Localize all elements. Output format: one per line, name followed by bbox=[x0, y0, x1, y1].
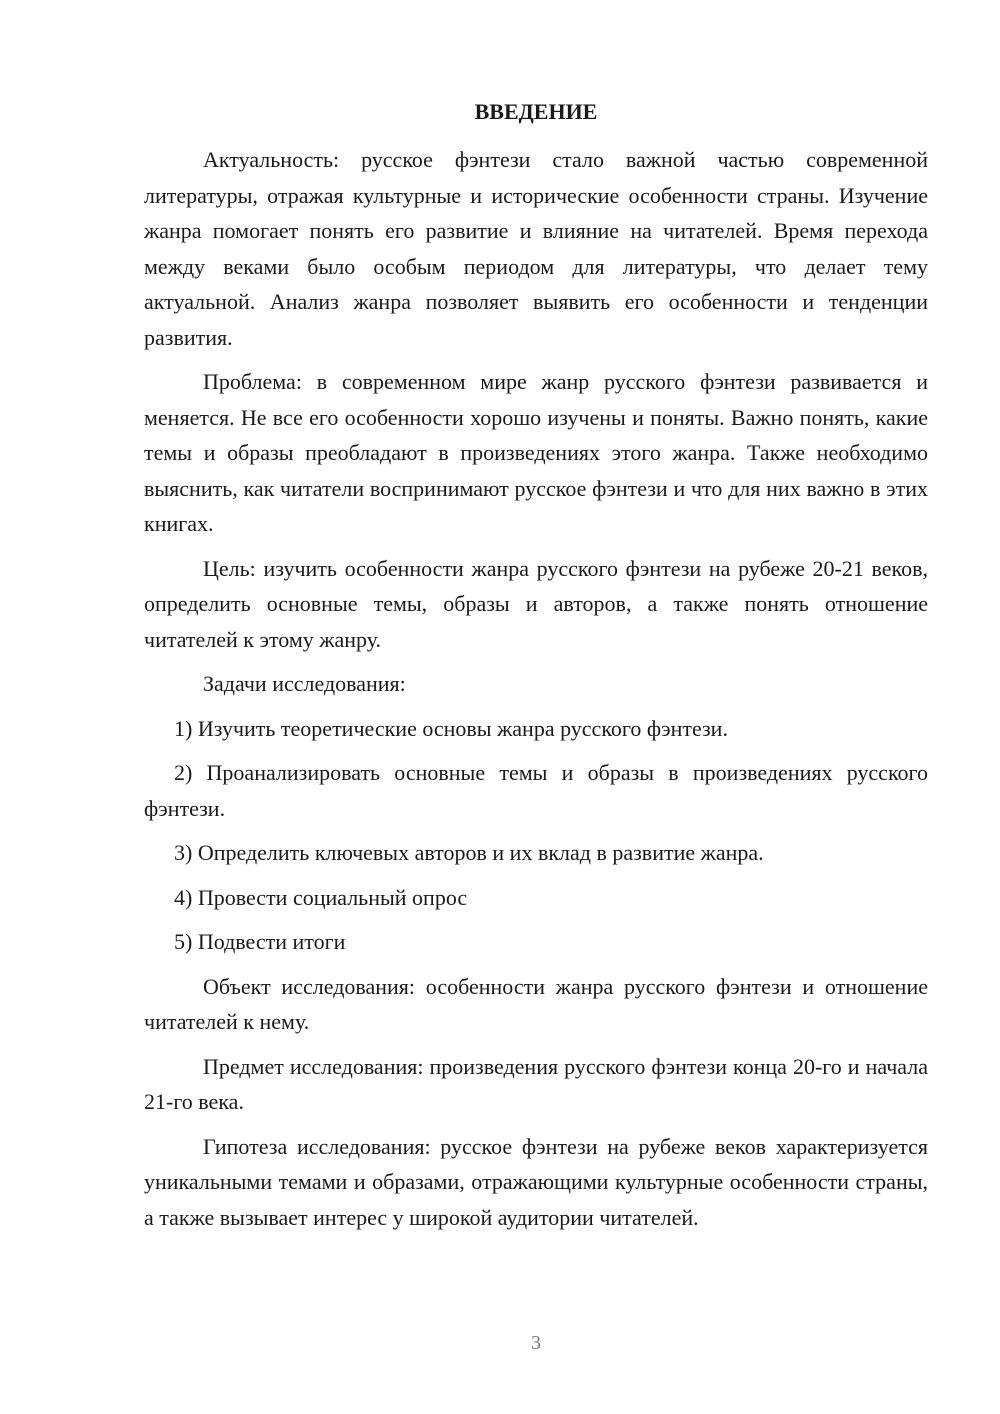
paragraph-object: Объект исследования: особенности жанра русского фэнтези и отношение читателей к нему. bbox=[144, 973, 928, 1034]
list-item-task-5: 5) Подвести итоги bbox=[174, 929, 346, 954]
list-item-task-1: 1) Изучить теоретические основы жанра русского фэнтези. bbox=[174, 715, 728, 741]
list-item-task-4: 4) Провести социальный опрос bbox=[174, 884, 468, 910]
paragraph-goal: Цель: изучить особенности жанра русского фэнтези на рубеже 20-21 веков, определить основные темы, образы и авторов, а также понять отношение читателей к этому жанру. bbox=[144, 555, 928, 652]
page-number: 3 bbox=[531, 1332, 541, 1354]
paragraph-hypothesis: Гипотеза исследования: русское фэнтези на рубеже веков характеризуется уникальными темами и образами, отражающими культурные особенности страны, а также вызывает интерес у широкой аудитории читателей. bbox=[144, 1133, 928, 1230]
page-title: ВВЕДЕНИЕ bbox=[474, 99, 598, 124]
paragraph-relevance: Актуальность: русское фэнтези стало важной частью современной литературы, отражая культурные и исторические особенности страны. Изучение жанра помогает понять его развитие и влияние на читателей. Время перехода между веками было особым периодом для литературы, что делает тему актуальной. Анализ жанра позволяет выявить его особенности и тенденции развития. bbox=[144, 147, 928, 350]
list-item-task-2: 2) Проанализировать основные темы и образы в произведениях русского фэнтези. bbox=[144, 760, 928, 821]
paragraph-subject: Предмет исследования: произведения русского фэнтези конца 20-го и начала 21-го века. bbox=[144, 1053, 928, 1114]
list-item-task-3: 3) Определить ключевых авторов и их вклад в развитие жанра. bbox=[174, 840, 764, 865]
paragraph-problem: Проблема: в современном мире жанр русского фэнтези развивается и меняется. Не все его особенности хорошо изучены и поняты. Важно понять, какие темы и образы преобладают в произведениях этого жанра. Также необходимо выяснить, как читатели воспринимают русское фэнтези и что для них важно в этих книгах. bbox=[144, 369, 928, 536]
document-body bbox=[144, 142, 928, 1244]
paragraph-tasks-heading: Задачи исследования: bbox=[203, 671, 406, 696]
